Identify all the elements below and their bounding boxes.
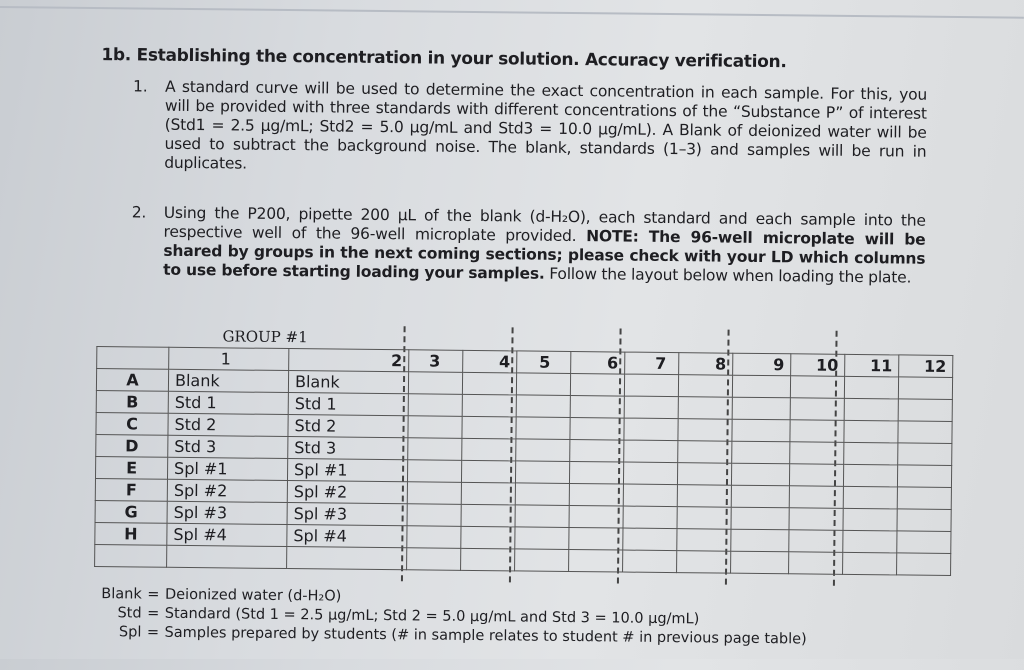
row-label: C — [96, 413, 168, 436]
column-header: 8 — [679, 353, 733, 376]
well-cell: Std 2 — [288, 415, 408, 438]
well-cell: Std 2 — [168, 413, 288, 436]
column-header: 2 — [289, 349, 409, 372]
row-label: G — [95, 501, 167, 524]
legend-desc: Standard (Std 1 = 2.5 µg/mL; Std 2 = 5.0 µg/mL and Std 3 = 10.0 µg/mL) — [164, 605, 700, 628]
column-header: 12 — [899, 355, 953, 378]
well-cell: Spl #1 — [167, 457, 287, 480]
row-label: D — [96, 435, 168, 458]
group-label: GROUP #1 — [222, 327, 308, 347]
well-cell: Spl #3 — [287, 503, 407, 526]
well-cell: Blank — [288, 371, 408, 394]
note-text: NOTE: The 96-well microplate will be shared by groups in the next coming sections; please check with your LD which columns to use before starting loading your samples. — [163, 227, 926, 283]
item-number: 2. — [131, 203, 147, 222]
row-label: A — [96, 369, 168, 392]
column-header: 10 — [791, 354, 845, 377]
legend — [91, 585, 807, 649]
legend-desc: Samples prepared by students (# in sample relates to student # in previous page table) — [164, 624, 807, 648]
legend-key: Std — [117, 605, 142, 622]
item-number: 1. — [133, 77, 148, 96]
instruction-item-2 — [131, 203, 932, 287]
column-header: 4 — [463, 350, 517, 373]
item-text-a: Using the P200, pipette 200 µL of the blank (d-H₂O), each standard and each sample into the respective well of the 96-well microplate provided. — [163, 203, 926, 246]
column-header: 3 — [409, 350, 463, 373]
column-header: 6 — [571, 351, 625, 374]
well-cell: Spl #3 — [167, 501, 287, 524]
corner-cell — [97, 347, 169, 370]
section-heading: 1b. Establishing the concentration in your solution. Accuracy verification. — [101, 45, 787, 73]
plate-layout-table — [94, 346, 953, 576]
column-header: 5 — [517, 351, 571, 374]
well-cell: Blank — [168, 369, 288, 392]
column-header: 9 — [733, 353, 791, 376]
well-cell: Std 1 — [288, 393, 408, 416]
row-label: H — [95, 523, 167, 546]
row-label: F — [95, 479, 167, 502]
legend-key: Blank — [101, 586, 142, 603]
item-text — [163, 204, 926, 288]
legend-equals: = — [146, 624, 160, 641]
well-cell: Std 3 — [288, 437, 408, 460]
column-header: 7 — [625, 352, 679, 375]
legend-key: Spl — [118, 624, 142, 641]
well-cell: Spl #1 — [287, 459, 407, 482]
well-cell: Spl #2 — [167, 479, 287, 502]
instruction-item-1 — [133, 77, 933, 173]
item-text-b: Follow the layout below when loading the plate. — [544, 264, 912, 287]
page-top-rule — [0, 6, 1024, 19]
legend-equals: = — [147, 586, 160, 603]
well-cell: Spl #2 — [287, 481, 407, 504]
legend-equals: = — [147, 605, 160, 622]
well-cell: Spl #4 — [167, 523, 287, 546]
legend-desc: Deionized water (d-H₂O) — [164, 586, 342, 605]
well-cell: Spl #4 — [287, 525, 407, 548]
row-label: B — [96, 391, 168, 414]
column-header: 1 — [169, 347, 289, 370]
well-cell: Std 1 — [168, 391, 288, 414]
item-text: A standard curve will be used to determine the exact concentration in each sample. For this, you will be provided with three standards with different concentrations of the “Substance P” of interest (Std1 = 2.5 µg/mL; Std2 = 5.0 µg/mL and Std3 = 10.0 µg/mL). A Blank of deionized water will be used to subtract the background noise. The blank, standards (1–3) and samples will be run in duplicates. — [164, 77, 928, 173]
row-label: E — [95, 457, 167, 480]
well-cell: Std 3 — [168, 435, 288, 458]
column-header: 11 — [845, 354, 899, 377]
